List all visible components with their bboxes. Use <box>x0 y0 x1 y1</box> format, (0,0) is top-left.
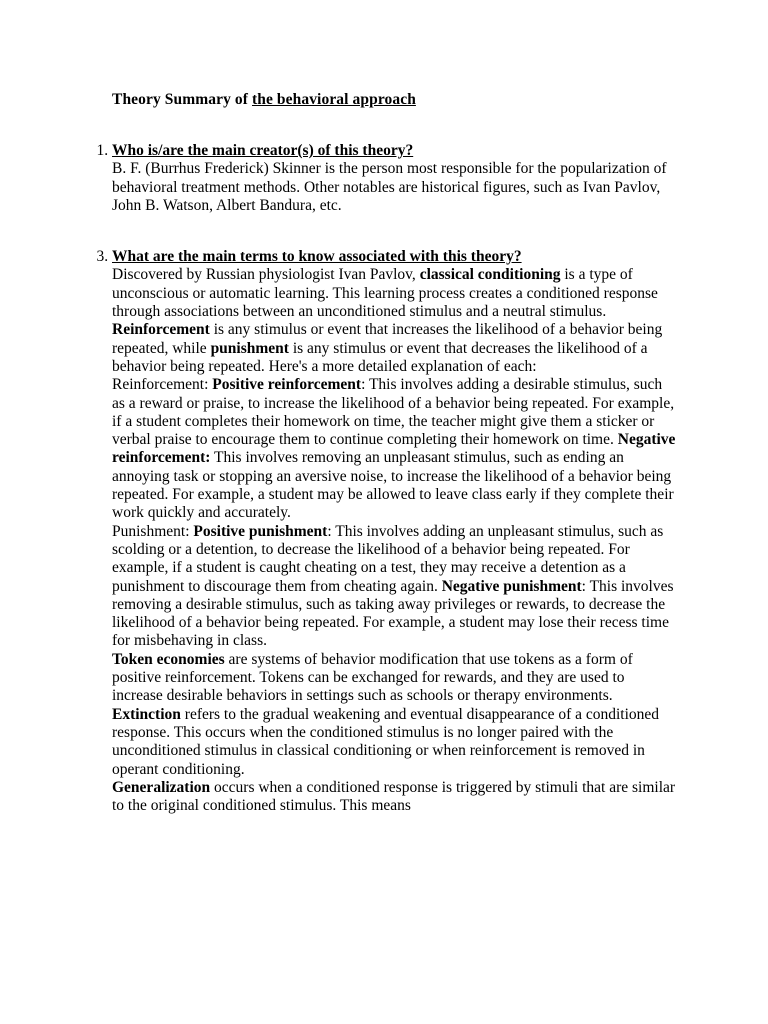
document-body <box>88 90 678 815</box>
page-title-prefix: Theory Summary of <box>112 91 252 108</box>
term-reinforcement: Reinforcement <box>112 321 210 339</box>
pr-mid-text: : This involves adding a desirable stimulus, such as a reward or praise, to increase the likelihood of a behavior being repeated. For example, if a student completes their homework on time, the teacher might give them a sticker or verbal praise to encourage them to continue completing their homework on time. <box>112 376 675 449</box>
paragraph-generalization <box>112 779 678 816</box>
rp-mid-text: is any stimulus or event that increases the likelihood of a behavior being repeated, while <box>112 321 663 357</box>
section-1-heading: 1. Who is/are the main creator(s) of this theory? <box>112 142 414 159</box>
nr-rest-text: This involves removing an unpleasant stimulus, such as ending an annoying task or stopping an aversive noise, to increase the likelihood of a behavior being repeated. For example, a student may be allowed to leave class early if they complete their work quickly and accurately. <box>112 449 674 522</box>
punishment-label: Punishment: <box>112 522 194 540</box>
term-punishment: punishment <box>210 339 289 357</box>
ex-rest-text: refers to the gradual weakening and eventual disappearance of a conditioned response. This occurs when the conditioned stimulus is no longer paired with the unconditioned stimulus in classical conditioning or when reinforcement is removed in operant conditioning. <box>112 705 660 778</box>
paragraph-extinction <box>112 706 678 779</box>
paragraph-reinforcement-detail <box>112 376 678 522</box>
pp-mid-text: : This involves adding an unpleasant stimulus, such as scolding or a detention, to decrease the likelihood of a behavior being repeated. For example, if a student is caught cheating on a test, they may receive a detention as a punishment to discourage them from cheating again. <box>112 522 664 595</box>
paragraph-punishment-detail <box>112 523 678 651</box>
numbered-section-list <box>88 142 678 815</box>
page-title-subject: the behavioral approach <box>252 91 416 108</box>
page-title <box>112 90 678 109</box>
section-2-heading: 3. What are the main terms to know associated with this theory? <box>112 248 522 266</box>
term-positive-punishment: Positive punishment <box>193 522 328 540</box>
paragraph-classical-conditioning <box>112 266 678 321</box>
cc-lead-text: Discovered by Russian physiologist Ivan Pavlov, <box>112 266 420 284</box>
section-item-1 <box>112 142 678 215</box>
term-negative-punishment: Negative punishment <box>441 577 582 595</box>
np-rest-text: : This involves removing a desirable stimulus, such as taking away privileges or rewards, to decrease the likelihood of a behavior being repeated. For example, a student may lose their recess time for misbehaving in class. <box>112 577 674 650</box>
term-positive-reinforcement: Positive reinforcement <box>212 376 362 394</box>
term-extinction: Extinction <box>112 705 181 723</box>
section-gap-spacer <box>112 215 678 248</box>
paragraph-reinforcement-punishment <box>112 321 678 376</box>
te-rest-text: are systems of behavior modification that use tokens as a form of positive reinforcement. Tokens can be exchanged for rewards, and they are used to increase desirable behaviors in settings such as schools or therapy environments. <box>112 650 633 705</box>
rp-rest-text: is any stimulus or event that decreases the likelihood of a behavior being repeated. Here's a more detailed explanation of each: <box>112 339 648 375</box>
term-classical-conditioning: classical conditioning <box>419 266 561 284</box>
cc-rest-text: is a type of unconscious or automatic learning. This learning process creates a conditioned response through associations between an unconditioned stimulus and a neutral stimulus. <box>112 266 658 321</box>
gen-rest-text: occurs when a conditioned response is triggered by stimuli that are similar to the original conditioned stimulus. This means <box>112 778 676 815</box>
title-gap-spacer <box>88 109 678 142</box>
term-token-economies: Token economies <box>112 650 225 668</box>
term-negative-reinforcement: Negative reinforcement: <box>112 431 676 467</box>
section-1-body: B. F. (Burrhus Frederick) Skinner is the person most responsible for the popularization of behavioral treatment methods. Other notables are historical figures, such as Ivan Pavlov, John B. Watson, Albert Bandura, etc. <box>112 160 667 214</box>
paragraph-token-economies <box>112 651 678 706</box>
term-generalization: Generalization <box>112 778 211 796</box>
reinforcement-label: Reinforcement: <box>112 376 213 394</box>
section-item-2 <box>112 248 678 815</box>
